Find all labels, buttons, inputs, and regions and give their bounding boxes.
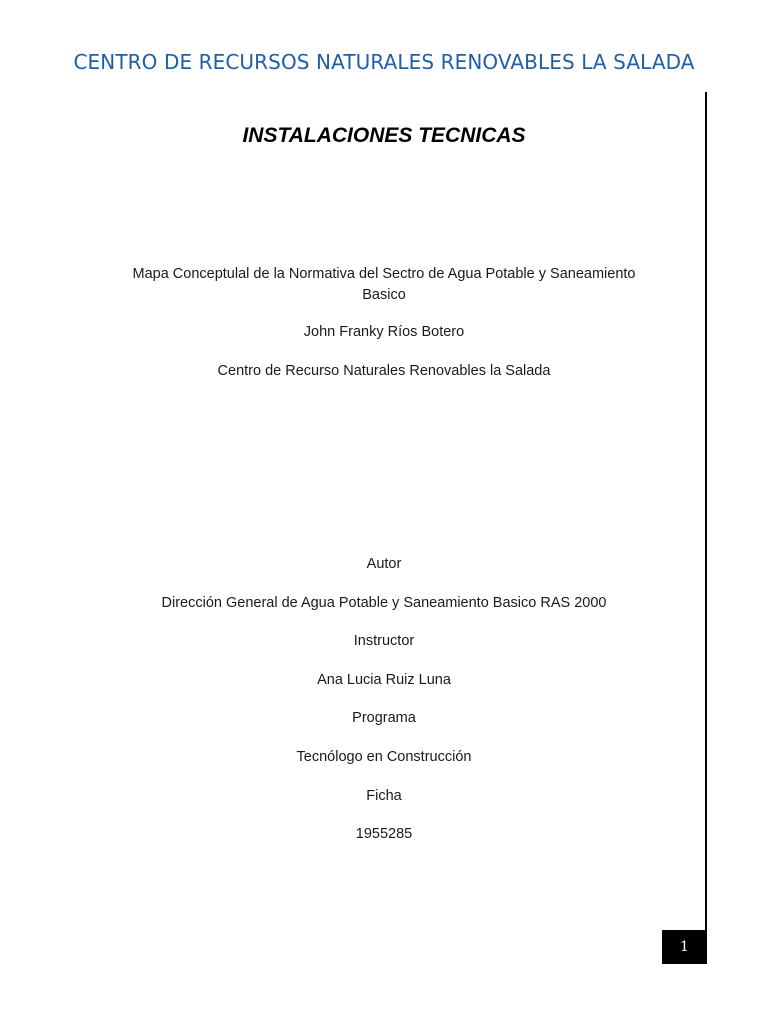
program-label: Programa	[352, 710, 416, 726]
author-label: Autor	[366, 556, 402, 572]
page-number: 1	[680, 939, 689, 955]
ficha-value: 1955285	[355, 826, 413, 842]
author-value: Dirección General de Agua Potable y Saneamiento Basico RAS 2000	[161, 595, 607, 611]
student-name: John Franky Ríos Botero	[303, 324, 465, 340]
subject-text: Mapa Conceptulal de la Normativa del Sectro de Agua Potable y Saneamiento Basico	[132, 266, 636, 303]
instructor-label: Instructor	[353, 633, 415, 649]
instructor-value: Ana Lucia Ruiz Luna	[317, 672, 451, 688]
program-value: Tecnólogo en Construcción	[296, 749, 472, 765]
page-border-rule	[705, 92, 707, 963]
document-header: CENTRO DE RECURSOS NATURALES RENOVABLES LA SALADA	[73, 50, 695, 74]
institution-name: Centro de Recurso Naturales Renovables la Salada	[217, 363, 551, 379]
ficha-label: Ficha	[366, 788, 402, 804]
document-title: INSTALACIONES TECNICAS	[242, 124, 526, 147]
page-number-box	[662, 930, 707, 964]
